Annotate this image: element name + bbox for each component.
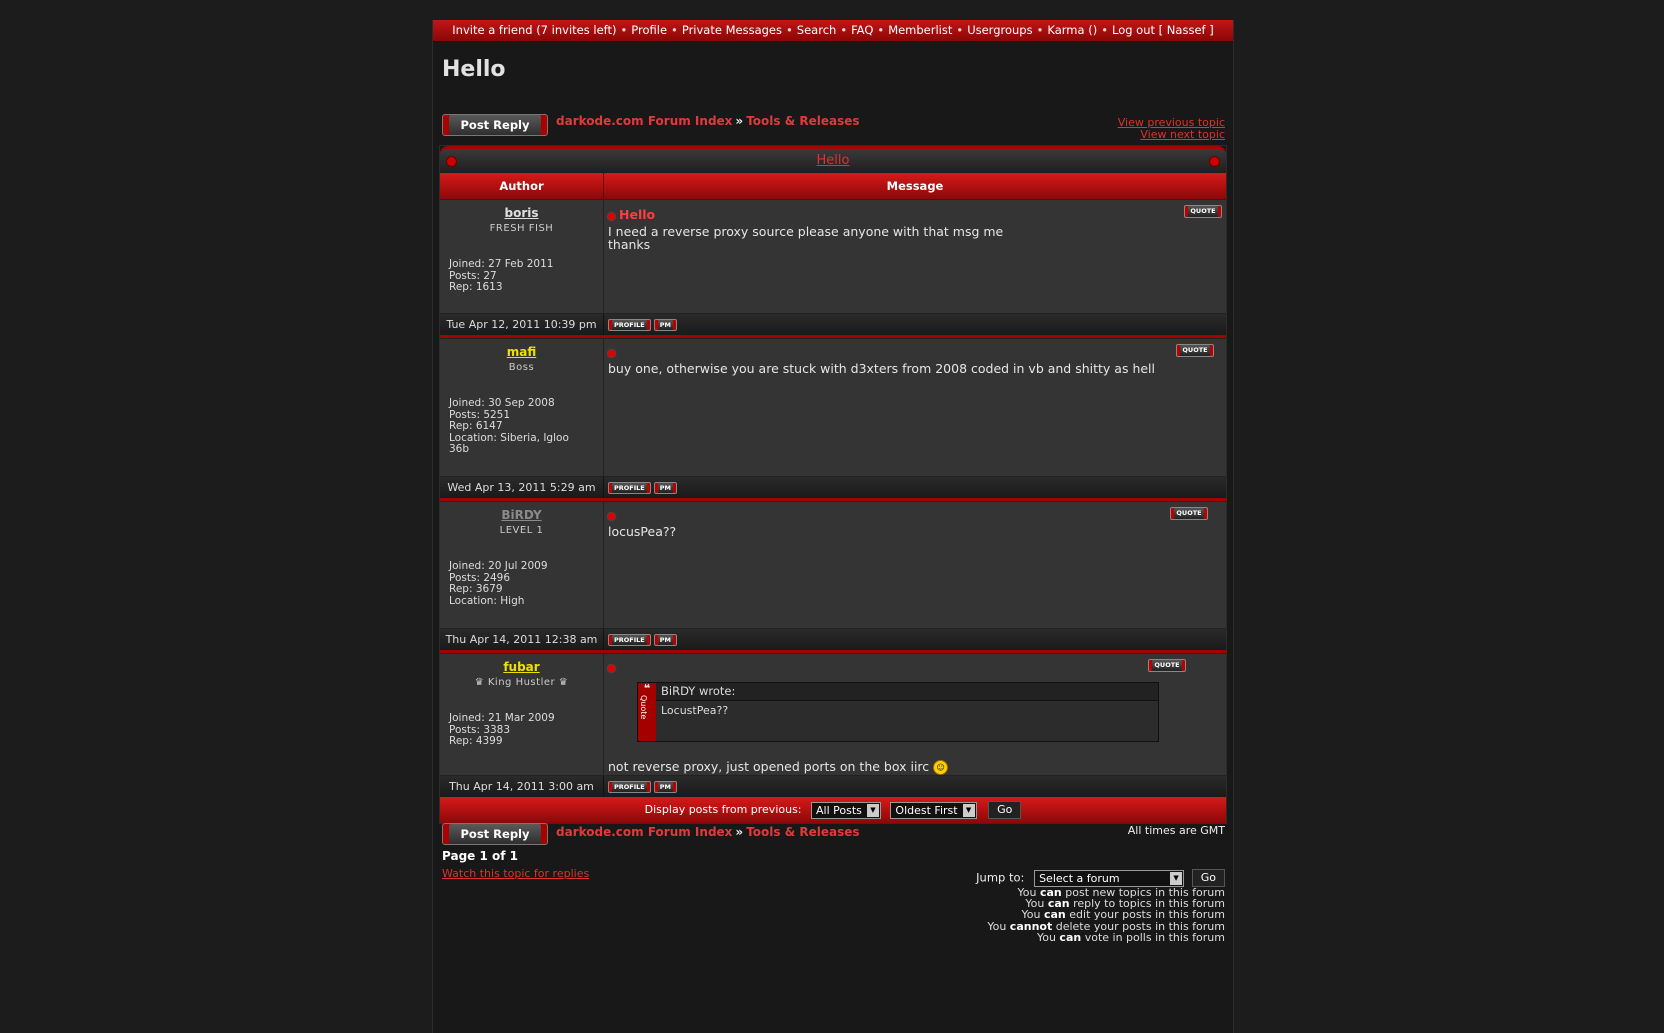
- post-footer: [440, 313, 1226, 338]
- pm-button[interactable]: PM: [654, 634, 677, 646]
- nav-memberlist[interactable]: Memberlist: [888, 23, 953, 37]
- column-headers: [440, 173, 1226, 199]
- post-date: Wed Apr 13, 2011 5:29 am: [440, 477, 604, 498]
- previous-topic-link[interactable]: View previous topic: [1117, 116, 1225, 129]
- nav-logout[interactable]: Log out [ Nassef ]: [1111, 23, 1214, 37]
- user-info: Joined: 20 Jul 2009 Posts: 2496 Rep: 3679 Location: High: [449, 560, 548, 607]
- forum-permissions: [987, 887, 1225, 943]
- post-author: [440, 200, 604, 313]
- forum-jump-select[interactable]: Select a forum ▼: [1034, 870, 1184, 887]
- pm-button[interactable]: PM: [654, 482, 677, 494]
- smiley-icon: ☺: [933, 760, 948, 775]
- breadcrumb: darkode.com Forum Index » Tools & Releases: [556, 114, 860, 128]
- jump-go-button[interactable]: Go: [1192, 869, 1225, 887]
- post-bullet-icon: [608, 350, 615, 357]
- post-footer: [440, 476, 1226, 501]
- chevron-down-icon: ▼: [1170, 872, 1182, 885]
- username-link[interactable]: fubar: [503, 660, 540, 674]
- post-author: [440, 654, 604, 775]
- breadcrumb-forum[interactable]: Tools & Releases: [746, 825, 860, 839]
- post-reply-button[interactable]: Post Reply: [442, 114, 548, 136]
- nav-sep: •: [620, 23, 628, 37]
- quote-button[interactable]: QUOTE: [1176, 344, 1214, 357]
- pm-button[interactable]: PM: [654, 319, 677, 331]
- post-footer: [440, 775, 1226, 797]
- post-date: Thu Apr 14, 2011 3:00 am: [440, 776, 604, 797]
- watch-topic-link[interactable]: Watch this topic for replies: [442, 867, 590, 880]
- author-column-header: Author: [440, 173, 604, 199]
- page-wrapper: [432, 20, 1234, 1033]
- breadcrumb-bottom: darkode.com Forum Index » Tools & Releases: [556, 825, 860, 839]
- post-date: Tue Apr 12, 2011 10:39 pm: [440, 314, 604, 335]
- display-label: Display posts from previous:: [644, 803, 802, 816]
- topic-header: [440, 146, 1226, 173]
- post-body: buy one, otherwise you are stuck with d3xters from 2008 coded in vb and shitty as hell: [608, 361, 1156, 376]
- user-info: Joined: 30 Sep 2008 Posts: 5251 Rep: 6147 Location: Siberia, Igloo 36b: [449, 397, 569, 455]
- nav-faq[interactable]: FAQ: [851, 23, 874, 37]
- user-rank: FRESH FISH: [489, 223, 554, 234]
- username-link[interactable]: boris: [504, 206, 539, 220]
- chevron-down-icon: ▼: [963, 804, 975, 817]
- sort-order-select[interactable]: Oldest First ▼: [890, 802, 976, 819]
- timezone-note: All times are GMT: [1127, 824, 1225, 837]
- top-navigation: Invite a friend (7 invites left) • Profile • Private Messages • Search • FAQ • Memberlist • Usergroups • Karma () • Log out [ Nassef ]: [433, 20, 1233, 42]
- user-rank: Boss: [508, 362, 535, 373]
- profile-button[interactable]: PROFILE: [608, 319, 651, 331]
- permission-line: You can vote in polls in this forum: [1036, 930, 1225, 944]
- user-rank: ♛ King Hustler ♛: [474, 677, 569, 688]
- post-row: [440, 199, 1226, 313]
- nav-private-messages[interactable]: Private Messages: [681, 23, 782, 37]
- corner-ball-icon: [446, 156, 457, 167]
- post-body: not reverse proxy, just opened ports on the box iirc ☺: [608, 760, 1222, 775]
- post-subject: Hello: [619, 207, 656, 222]
- jump-to: [976, 869, 1225, 887]
- breadcrumb-index[interactable]: darkode.com Forum Index: [556, 825, 733, 839]
- breadcrumb-index[interactable]: darkode.com Forum Index: [556, 114, 733, 128]
- pm-button[interactable]: PM: [654, 781, 677, 793]
- quote-button[interactable]: QUOTE: [1170, 507, 1208, 520]
- permission-line: You can reply to topics in this forum: [1025, 897, 1225, 911]
- post-bullet-icon: [608, 213, 615, 220]
- profile-button[interactable]: PROFILE: [608, 781, 651, 793]
- display-go-button[interactable]: Go: [988, 801, 1021, 819]
- user-info: Joined: 27 Feb 2011 Posts: 27 Rep: 1613: [449, 258, 554, 293]
- posts-range-select[interactable]: All Posts ▼: [811, 802, 881, 819]
- nav-invite[interactable]: Invite a friend (7 invites left): [452, 23, 617, 37]
- post-footer: [440, 628, 1226, 653]
- topic-title-link[interactable]: Hello: [816, 153, 850, 168]
- corner-ball-icon: [1209, 156, 1220, 167]
- nav-profile[interactable]: Profile: [631, 23, 668, 37]
- chevron-down-icon: ▼: [867, 804, 879, 817]
- quote-button[interactable]: QUOTE: [1184, 205, 1222, 218]
- username-link[interactable]: mafi: [506, 345, 537, 359]
- permission-line: You can edit your posts in this forum: [1021, 908, 1225, 922]
- post-author: [440, 502, 604, 628]
- profile-button[interactable]: PROFILE: [608, 482, 651, 494]
- post-row: [440, 338, 1226, 476]
- post-bullet-icon: [608, 513, 615, 520]
- jump-label: Jump to:: [976, 870, 1025, 885]
- user-info: Joined: 21 Mar 2009 Posts: 3383 Rep: 4399: [449, 712, 555, 747]
- post-body: I need a reverse proxy source please anyone with that msg me thanks: [608, 224, 1004, 252]
- post-message: [604, 502, 1226, 628]
- post-row: [440, 501, 1226, 628]
- display-options-bar: [440, 797, 1226, 823]
- quote-block: [637, 682, 1159, 742]
- post-row: [440, 653, 1226, 775]
- post-message: [604, 339, 1226, 476]
- message-column-header: Message: [886, 179, 944, 193]
- user-rank: LEVEL 1: [499, 525, 544, 536]
- next-topic-link[interactable]: View next topic: [1140, 128, 1225, 141]
- nav-usergroups[interactable]: Usergroups: [967, 23, 1033, 37]
- topic-navigation: [1118, 117, 1225, 141]
- nav-karma[interactable]: Karma (): [1047, 23, 1098, 37]
- username-link[interactable]: BiRDY: [501, 508, 542, 522]
- nav-search[interactable]: Search: [796, 23, 837, 37]
- post-bullet-icon: [608, 665, 615, 672]
- permission-line: You can post new topics in this forum: [1017, 886, 1225, 899]
- post-message: [604, 654, 1226, 775]
- post-reply-button-bottom[interactable]: Post Reply: [442, 823, 548, 845]
- quote-author: BiRDY wrote:: [656, 683, 1158, 701]
- quote-button[interactable]: QUOTE: [1148, 659, 1186, 672]
- page-indicator: Page 1 of 1: [442, 849, 518, 863]
- permission-line: You cannot delete your posts in this forum: [987, 919, 1225, 933]
- quote-side-label: ❝ Quote: [638, 683, 656, 741]
- profile-button[interactable]: PROFILE: [608, 634, 651, 646]
- quote-text: LocustPea??: [661, 704, 729, 717]
- topic-table: [439, 145, 1227, 824]
- post-author: [440, 339, 604, 476]
- post-body: locusPea??: [608, 524, 677, 539]
- post-date: Thu Apr 14, 2011 12:38 am: [440, 629, 604, 650]
- post-message: [604, 200, 1226, 313]
- page-title: Hello: [442, 57, 506, 82]
- breadcrumb-forum[interactable]: Tools & Releases: [746, 114, 860, 128]
